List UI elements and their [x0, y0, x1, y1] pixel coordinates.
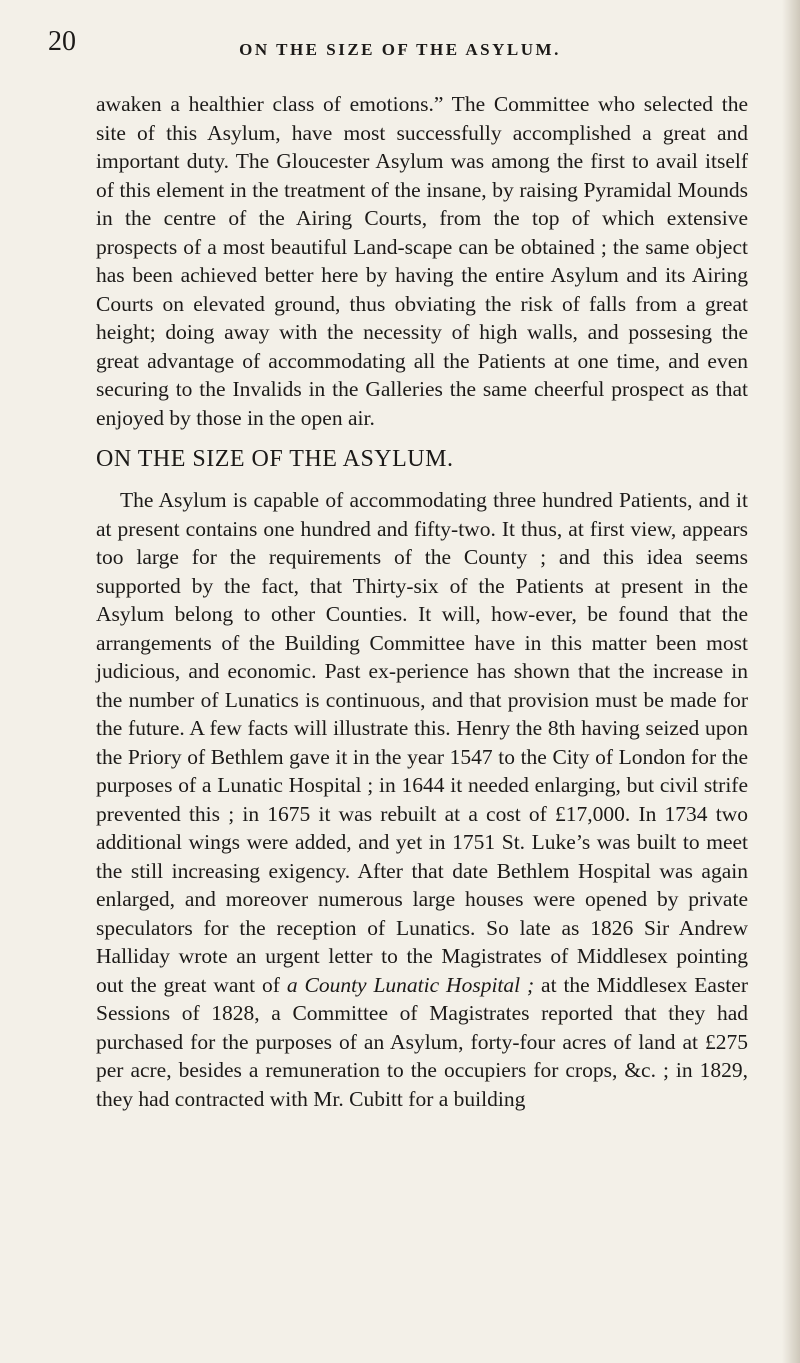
- paragraph-size-of-asylum: [96, 486, 748, 1113]
- paragraph-continued: awaken a healthier class of emotions.” The Committee who selected the site of this Asylum, have most successfully accomplished a great and important duty. The Gloucester Asylum was among the first to avail itself of this element in the treatment of the insane, by raising Pyramidal Mounds in the centre of the Airing Courts, from the top of which extensive prospects of a most beautiful Land-scape can be obtained ; the same object has been achieved better here by having the entire Asylum and its Airing Courts on elevated ground, thus obviating the risk of falls from a great height; doing away with the necessity of high walls, and possesing the great advantage of accommodating all the Patients at one time, and even securing to the Invalids in the Galleries the same cheerful prospect as that enjoyed by those in the open air.: [96, 92, 748, 430]
- body-text: [96, 90, 748, 1113]
- paragraph-italic-phrase: a County Lunatic Hospital ;: [286, 972, 535, 997]
- paragraph-text-part-2: at the Middlesex Easter Sessions of 1828, a Committee of Magistrates reported that they had purchased for the purposes of an Asylum, forty-four acres of land at £275 per acre, besides a remuneration to the occupiers for crops, &c. ; in 1829, they had contracted with Mr. Cubitt for a building: [96, 972, 748, 1111]
- page-edge-shadow: [782, 0, 800, 1363]
- running-head: ON THE SIZE OF THE ASYLUM.: [239, 40, 561, 59]
- section-heading: ON THE SIZE OF THE ASYLUM.: [96, 446, 454, 472]
- paragraph-text-part-1: The Asylum is capable of accommodating three hundred Patients, and it at present contains one hundred and fifty-two. It thus, at first view, appears too large for the requirements of the County ; and this idea seems supported by the fact, that Thirty-six of the Patients at present in the Asylum belong to other Counties. It will, how-ever, be found that the arrangements of the Building Committee have in this matter been most judicious, and economic. Past ex-perience has shown that the increase in the number of Lunatics is continuous, and that provision must be made for the future. A few facts will illustrate this. Henry the 8th having seized upon the Priory of Bethlem gave it in the year 1547 to the City of London for the purposes of a Lunatic Hospital ; in 1644 it needed enlarging, but civil strife prevented this ; in 1675 it was rebuilt at a cost of £17,000. In 1734 two additional wings were added, and yet in 1751 St. Luke’s was built to meet the still increasing exigency. After that date Bethlem Hospital was again enlarged, and moreover numerous large houses were opened by private speculators for the reception of Lunatics. So late as 1826 Sir Andrew Halliday wrote an urgent letter to the Magistrates of Middlesex pointing out the great want of: [96, 488, 748, 997]
- page-number: 20: [48, 26, 76, 57]
